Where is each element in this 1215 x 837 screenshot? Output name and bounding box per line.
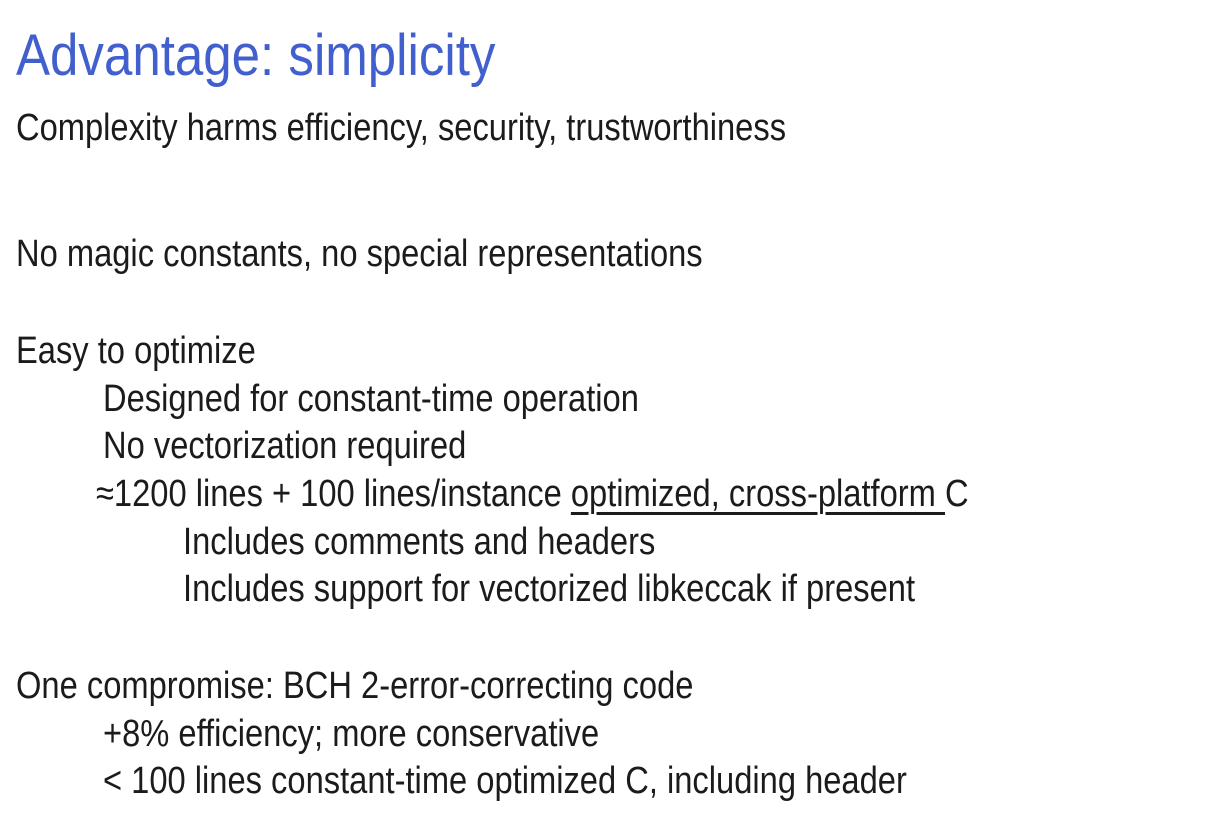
- line-efficiency: +8% efficiency; more conservative: [103, 713, 600, 755]
- slide-title: Advantage: simplicity: [16, 23, 496, 88]
- line-easy-to-optimize: Easy to optimize: [16, 330, 256, 372]
- line-bch-code-size: < 100 lines constant-time optimized C, including header: [103, 760, 907, 802]
- line-includes-libkeccak: Includes support for vectorized libkeccak if present: [183, 568, 916, 610]
- code-size-before-text: ≈1200 lines + 100 lines/instance: [96, 473, 571, 515]
- line-code-size-estimate: [96, 473, 969, 517]
- code-size-underlined-text: optimized, cross-platform: [570, 473, 945, 515]
- line-no-vectorization: No vectorization required: [103, 425, 467, 467]
- line-constant-time: Designed for constant-time operation: [103, 378, 639, 420]
- line-one-compromise: One compromise: BCH 2-error-correcting code: [16, 665, 694, 707]
- line-no-magic-constants: No magic constants, no special representations: [16, 233, 703, 275]
- subtitle-line: Complexity harms efficiency, security, trustworthiness: [16, 107, 787, 149]
- line-includes-comments: Includes comments and headers: [183, 521, 656, 563]
- code-size-after-text: C: [944, 473, 969, 515]
